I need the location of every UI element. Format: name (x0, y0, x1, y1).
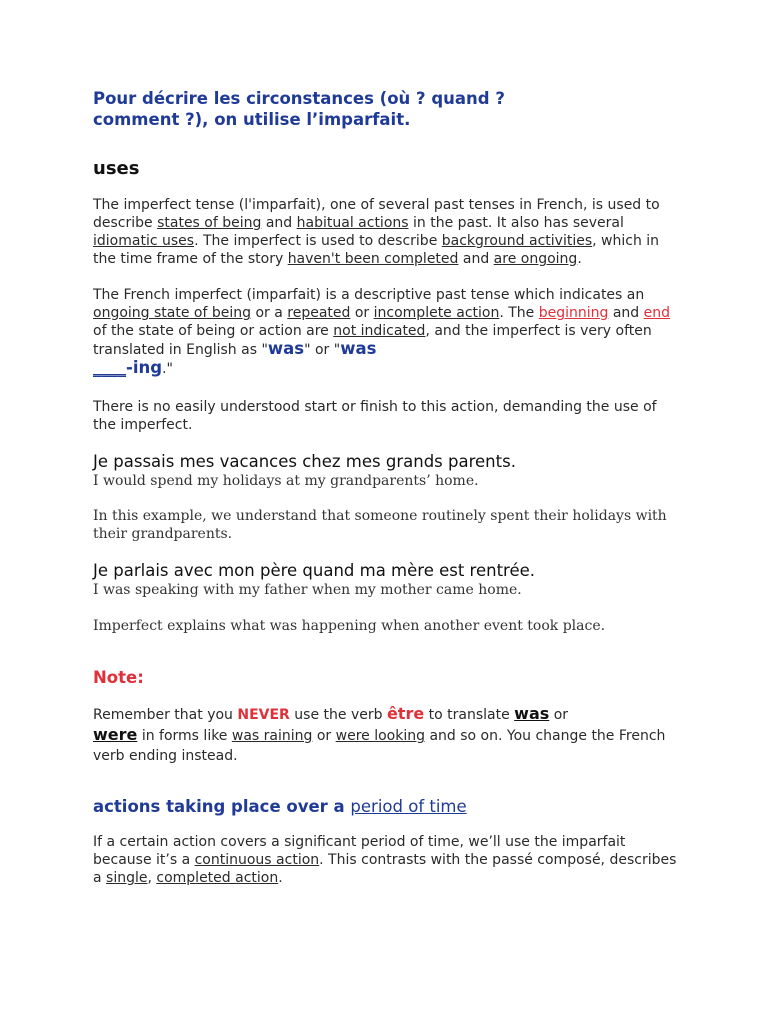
text: and so on. You change the French verb ending instead. (93, 728, 666, 764)
text: in the past. It also has several (408, 215, 624, 231)
text: and (608, 305, 644, 321)
note-title: Note: (93, 668, 144, 687)
example-1-explanation: In this example, we understand that someone routinely spent their holidays with their grandparents. (93, 508, 667, 542)
paragraph-no-start-finish: There is no easily understood start or finish to this action, demanding the use of the imperfect. (93, 399, 657, 433)
text: or (312, 728, 336, 744)
was-emphasis-2: was (340, 339, 377, 358)
title-line-1: Pour décrire les circonstances (où ? quand ? (93, 89, 505, 108)
were-emphasis-note: were (93, 725, 138, 744)
paragraph-intro (93, 196, 683, 268)
text: or (549, 707, 569, 723)
link-are-ongoing[interactable]: are ongoing (493, 251, 578, 267)
text: of the state of being or action are (93, 323, 334, 339)
example-2-english: I was speaking with my father when my mother came home. (93, 582, 522, 598)
text: , which in the time frame of the story (93, 233, 660, 267)
example-2-french: Je parlais avec mon père quand ma mère est rentrée. (93, 561, 536, 580)
link-incomplete-action[interactable]: incomplete action (373, 305, 500, 321)
link-period-of-time[interactable]: period of time (350, 797, 467, 816)
text: , and the imperfect is very often translated in English as " (93, 323, 652, 358)
text: The imperfect tense (l'imparfait), one of several past tenses in French, is used to describe (93, 197, 660, 231)
link-completed-action[interactable]: completed action (156, 870, 279, 886)
link-idiomatic-uses[interactable]: idiomatic uses (93, 233, 195, 249)
blank-line: ____ (93, 358, 126, 377)
etre-emphasis: être (386, 704, 425, 723)
paragraph-period-of-time (93, 833, 683, 887)
title-line-2: comment ?), on utilise l’imparfait. (93, 110, 411, 129)
text: or (350, 305, 374, 321)
link-end[interactable]: end (643, 305, 671, 321)
text: . The (499, 305, 539, 321)
text: . This contrasts with the passé composé, describes a (93, 852, 677, 886)
link-repeated[interactable]: repeated (287, 305, 351, 321)
section-heading-period-of-time (93, 797, 683, 816)
text: to translate (424, 707, 515, 723)
text: ." (162, 361, 173, 377)
link-were-looking[interactable]: were looking (335, 728, 425, 744)
ing-suffix: -ing (126, 358, 163, 377)
was-emphasis-note: was (514, 704, 550, 723)
text: use the verb (289, 707, 387, 723)
text: " or " (304, 342, 341, 358)
document-page (93, 88, 683, 887)
text: . The imperfect is used to describe (194, 233, 442, 249)
example-1-english: I would spend my holidays at my grandparents’ home. (93, 473, 479, 489)
text: actions taking place over a (93, 797, 351, 816)
page-title (93, 88, 683, 130)
text: . (577, 251, 582, 267)
text: and (458, 251, 494, 267)
link-havent-been-completed[interactable]: haven't been completed (287, 251, 459, 267)
link-habitual-actions[interactable]: habitual actions (296, 215, 409, 231)
text: , (147, 870, 157, 886)
text: in forms like (137, 728, 232, 744)
link-continuous-action[interactable]: continuous action (194, 852, 320, 868)
link-single[interactable]: single (106, 870, 148, 886)
link-background-activities[interactable]: background activities (441, 233, 593, 249)
text: and (261, 215, 297, 231)
link-beginning[interactable]: beginning (538, 305, 609, 321)
example-2-explanation: Imperfect explains what was happening when another event took place. (93, 618, 606, 634)
was-emphasis: was (267, 339, 305, 358)
text: If a certain action covers a significant period of time, we’ll use the imparfait because it’s a (93, 834, 626, 868)
link-ongoing-state[interactable]: ongoing state of being (93, 305, 251, 321)
link-not-indicated[interactable]: not indicated (333, 323, 426, 339)
text: or a (251, 305, 288, 321)
paragraph-imperfect-definition (93, 286, 683, 378)
text: The French imperfect (imparfait) is a descriptive past tense which indicates an (93, 287, 645, 303)
link-states-of-being[interactable]: states of being (157, 215, 262, 231)
example-1-french: Je passais mes vacances chez mes grands parents. (93, 452, 516, 471)
note-paragraph (93, 704, 683, 766)
link-was-raining[interactable]: was raining (231, 728, 313, 744)
text: . (278, 870, 283, 886)
never-emphasis: NEVER (237, 707, 290, 723)
text: Remember that you (93, 707, 238, 723)
uses-heading: uses (93, 158, 140, 179)
